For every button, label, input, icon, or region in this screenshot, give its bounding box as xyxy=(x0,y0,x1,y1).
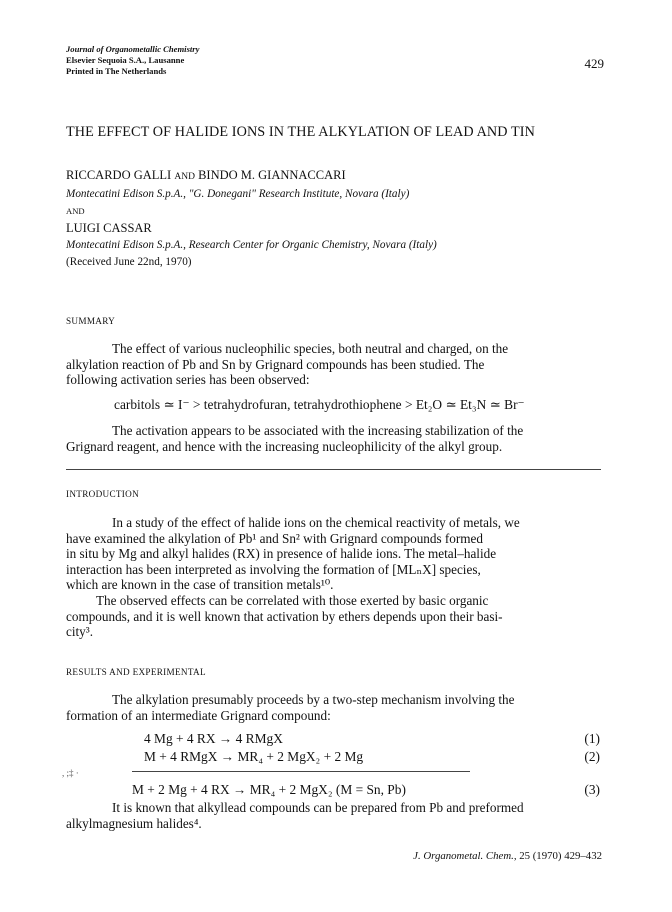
text-line: interaction has been interpreted as involving the formation of [MLₙX] species, xyxy=(66,561,481,577)
text-line: The observed effects can be correlated with those exerted by basic organic xyxy=(96,592,489,608)
results-paragraph xyxy=(66,692,601,723)
author-block xyxy=(66,167,437,271)
text-line: Grignard reagent, and hence with the increasing nucleophilicity of the alkyl group. xyxy=(66,438,503,454)
text-line: In a study of the effect of halide ions on the chemical reactivity of metals, we xyxy=(112,515,520,530)
text-line: The effect of various nucleophilic species, both neutral and charged, on the xyxy=(112,341,509,356)
text-line: have examined the alkylation of Pb¹ and Sn² with Grignard compounds formed xyxy=(66,530,483,546)
journal-header xyxy=(66,44,199,77)
footer-volume: 25 (1970) 429–432 xyxy=(519,850,602,862)
equation-number: (1) xyxy=(584,731,600,746)
section-heading-introduction: INTRODUCTION xyxy=(66,489,140,499)
equation-number: (2) xyxy=(584,749,600,764)
and-word: AND xyxy=(174,172,195,182)
affiliation: Montecatini Edison S.p.A., Research Center for Organic Chemistry, Novara (Italy) xyxy=(66,239,437,251)
author-name: RICCARDO GALLI xyxy=(66,168,172,182)
text-line: formation of an intermediate Grignard compound: xyxy=(66,707,331,723)
text-line: The alkylation presumably proceeds by a two-step mechanism involving the xyxy=(112,692,515,707)
equation-2: M + 4 RMgX → MR₄ + 2 MgX₂ + 2 Mg xyxy=(144,749,364,764)
text-line: city³. xyxy=(66,624,94,640)
results-paragraph-2 xyxy=(66,800,601,831)
section-divider xyxy=(66,469,601,470)
paper-title: THE EFFECT OF HALIDE IONS IN THE ALKYLATION OF LEAD AND TIN xyxy=(66,124,535,140)
summary-paragraph-2 xyxy=(66,423,601,454)
text-line: alkylmagnesium halides⁴. xyxy=(66,815,202,831)
received-date: (Received June 22nd, 1970) xyxy=(66,256,192,268)
text-line: which are known in the case of transition metals¹⁰. xyxy=(66,577,334,593)
equation-1: 4 Mg + 4 RX → 4 RMgX xyxy=(144,731,283,746)
equation-sum-rule xyxy=(132,771,470,772)
footer-citation xyxy=(413,850,602,862)
equation-number: (3) xyxy=(584,782,600,797)
summary-paragraph xyxy=(66,341,601,388)
page-number: 429 xyxy=(584,56,604,71)
author-name: BINDO M. GIANNACCARI xyxy=(198,168,346,182)
introduction-paragraph xyxy=(66,515,601,640)
equation-3: M + 2 Mg + 4 RX → MR₄ + 2 MgX₂ (M = Sn, Pb) xyxy=(132,782,406,797)
text-line: The activation appears to be associated with the increasing stabilization of the xyxy=(112,423,524,438)
footer-journal: J. Organometal. Chem., xyxy=(413,850,517,862)
text-line: compounds, and it is well known that activation by ethers depends upon their basi- xyxy=(66,608,503,624)
margin-mark: , ;‡ · xyxy=(62,768,79,778)
activation-series: carbitols ≃ I⁻ > tetrahydrofuran, tetrahydrothiophene > Et₂O ≃ Et₃N ≃ Br⁻ xyxy=(114,397,525,412)
printed-in: Printed in The Netherlands xyxy=(66,66,167,76)
publisher: Elsevier Sequoia S.A., Lausanne xyxy=(66,55,185,65)
text-line: following activation series has been observed: xyxy=(66,372,310,388)
text-line: It is known that alkyllead compounds can be prepared from Pb and preformed xyxy=(112,800,524,815)
section-heading-results: RESULTS AND EXPERIMENTAL xyxy=(66,667,206,677)
journal-name: Journal of Organometallic Chemistry xyxy=(66,44,200,54)
affiliation: Montecatini Edison S.p.A., "G. Donegani" Research Institute, Novara (Italy) xyxy=(66,188,410,200)
text-line: in situ by Mg and alkyl halides (RX) in presence of halide ions. The metal–halide xyxy=(66,546,497,562)
author-line-1 xyxy=(66,167,437,186)
author-name: LUIGI CASSAR xyxy=(66,221,152,235)
section-heading-summary: SUMMARY xyxy=(66,316,116,326)
text-line: alkylation reaction of Pb and Sn by Grignard compounds has been studied. The xyxy=(66,356,485,372)
and-word: AND xyxy=(66,206,85,216)
